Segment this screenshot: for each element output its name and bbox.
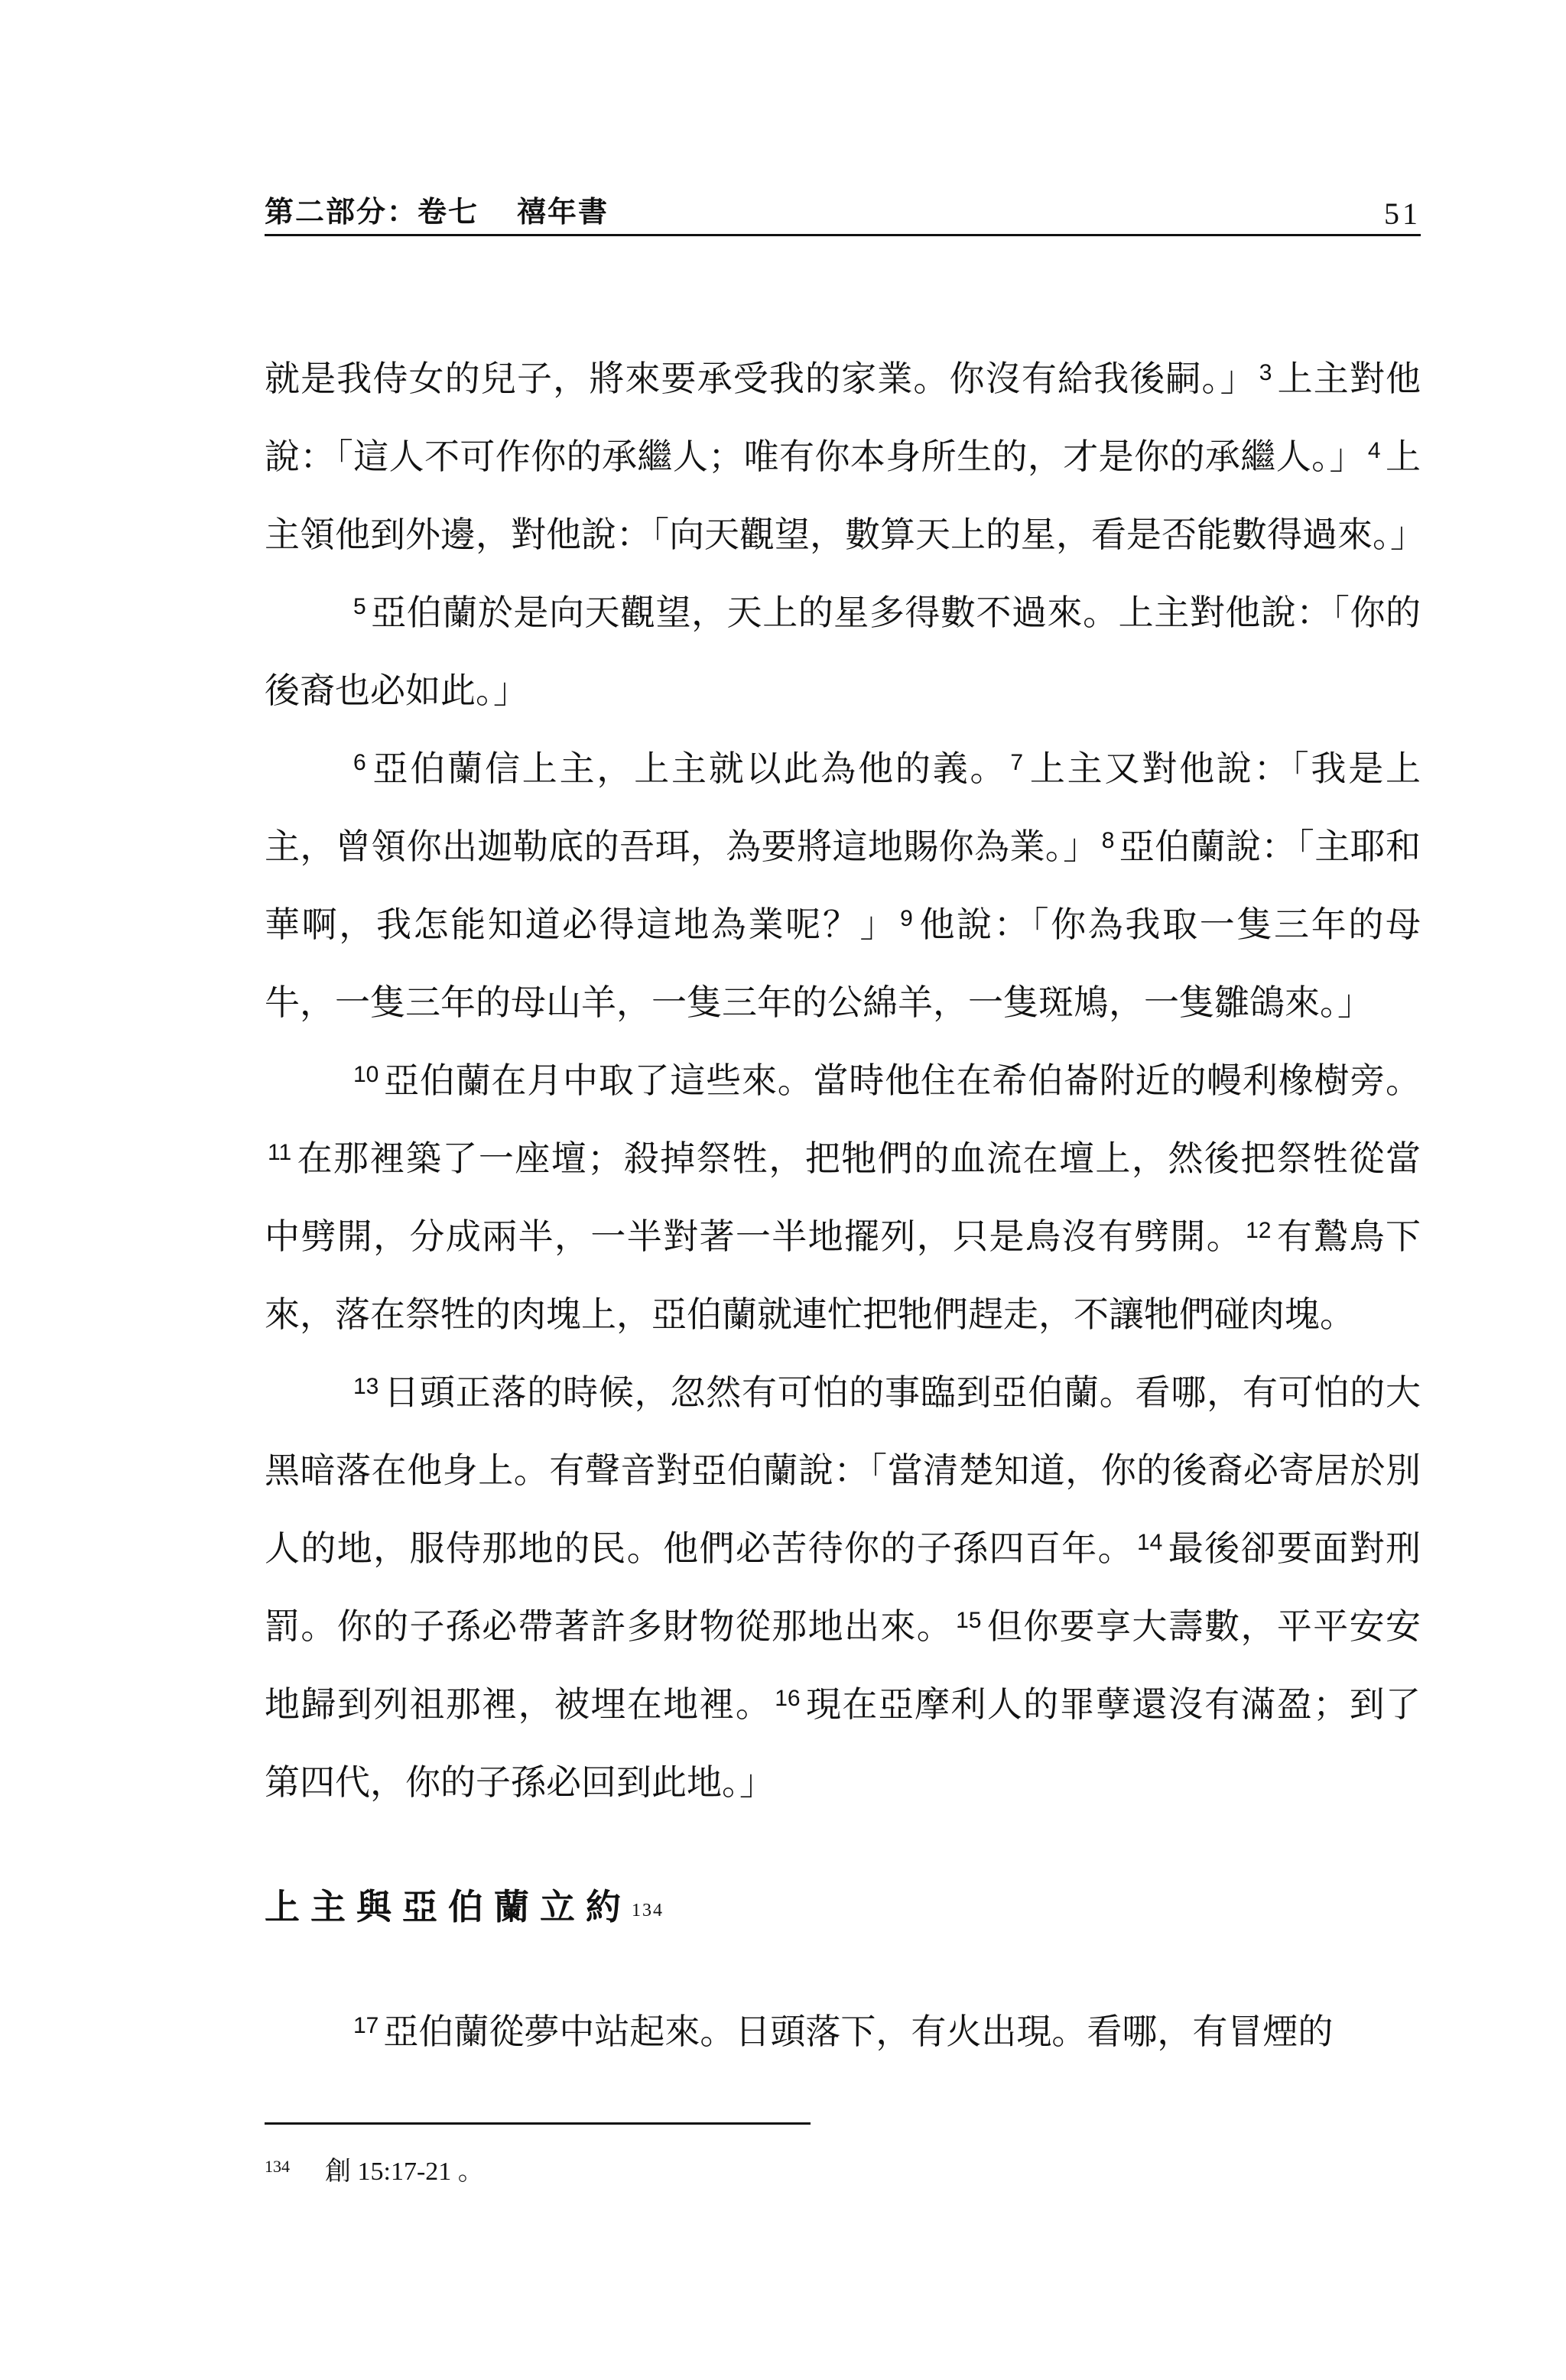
- verse-text: 在那裡築了一座壇；殺掉祭牲，把牠們的血流在壇上，然後把祭牲從當中劈開，分成兩半，一半對著一半地擺列，只是鳥沒有劈開。: [265, 1138, 1421, 1257]
- header-title: [265, 188, 609, 230]
- footnote-text: 創 15:17-21 。: [325, 2158, 484, 2186]
- verse-text: 上主對他說：「這人不可作你的承繼人；唯有你本身所生的，才是你的承繼人。」: [265, 358, 1421, 477]
- verse-text: 現在亞摩利人的罪孽還沒有滿盈；到了第四代，你的子孫必回到此地。」: [265, 1684, 1421, 1803]
- header-book: 禧年書: [517, 195, 609, 229]
- page-number: 51: [1384, 196, 1421, 231]
- verse-text: 亞伯蘭從夢中站起來。日頭落下，有火出現。看哪，有冒煙的: [383, 2011, 1334, 2052]
- verse-number: 11: [268, 1140, 292, 1165]
- verse-text: 就是我侍女的兒子，將來要承受我的家業。你沒有給我後嗣。」: [265, 358, 1256, 399]
- verse-number: 17: [353, 2013, 379, 2038]
- verse-number: 8: [1101, 828, 1115, 853]
- verse-number: 10: [353, 1062, 379, 1087]
- verse-text: 有鷙鳥下來，落在祭牲的肉塊上，亞伯蘭就連忙把牠們趕走，不讓牠們碰肉塊。: [265, 1216, 1421, 1335]
- verse-text: 亞伯蘭說：「主耶和華啊，我怎能知道必得這地為業呢？」: [265, 826, 1421, 945]
- verse-text: 日頭正落的時候，忽然有可怕的事臨到亞伯蘭。看哪，有可怕的大黑暗落在他身上。有聲音對亞伯蘭說：「當清楚知道，你的後裔必寄居於別人的地，服侍那地的民。他們必苦待你的子孫四百年。: [265, 1372, 1421, 1569]
- section-title: 上主與亞伯蘭立約: [265, 1886, 632, 1927]
- verse-text: 亞伯蘭在月中取了這些來。當時他住在希伯崙附近的幔利橡樹旁。: [383, 1060, 1421, 1101]
- verse-number: 16: [775, 1686, 801, 1711]
- verse-number: 7: [1010, 750, 1024, 775]
- verse-number: 4: [1367, 438, 1381, 463]
- verse-text: 亞伯蘭信上主，上主就以此為他的義。: [370, 748, 1008, 789]
- paragraph: [265, 1353, 1421, 1821]
- footnote-rule: [265, 2122, 811, 2125]
- verse-text: 他說：「你為我取一隻三年的母牛，一隻三年的母山羊，一隻三年的公綿羊，一隻斑鳩，一隻雛鴿來。」: [265, 904, 1421, 1023]
- verse-number: 9: [900, 906, 913, 931]
- verse-number: 3: [1259, 360, 1272, 385]
- verse-number: 14: [1137, 1530, 1163, 1555]
- verse-text: 上主領他到外邊，對他說：「向天觀望，數算天上的星，看是否能數得過來。」: [265, 436, 1425, 555]
- footnote-number: 134: [265, 2157, 290, 2176]
- paragraph: [265, 729, 1421, 1041]
- paragraph: [265, 1992, 1421, 2070]
- verse-text: 上主又對他說：「我是上主，曾領你出迦勒底的吾珥，為要將這地賜你為業。」: [265, 748, 1421, 867]
- verse-number: 6: [353, 750, 366, 775]
- verse-number: 5: [353, 594, 366, 619]
- body-text: [265, 339, 1425, 1821]
- verse-number: 12: [1246, 1218, 1272, 1243]
- header-rule: [265, 234, 1421, 236]
- verse-text: 但你要享大壽數，平平安安地歸到列祖那裡，被埋在地裡。: [265, 1606, 1421, 1725]
- section-heading: [265, 1879, 664, 1930]
- section-body: [265, 1992, 1421, 2070]
- footnote-reference: 134: [632, 1901, 664, 1921]
- paragraph: [265, 573, 1421, 729]
- footnote: [265, 2150, 484, 2187]
- paragraph: [265, 1041, 1421, 1353]
- verse-number: 13: [353, 1374, 379, 1399]
- verse-text: 最後卻要面對刑罰。你的子孫必帶著許多財物從那地出來。: [265, 1528, 1421, 1647]
- paragraph: [265, 339, 1425, 573]
- running-header: [265, 188, 1421, 234]
- verse-text: 亞伯蘭於是向天觀望，天上的星多得數不過來。上主對他說：「你的後裔也必如此。」: [265, 592, 1421, 711]
- header-part: 第二部分：卷七: [265, 195, 479, 229]
- verse-number: 15: [956, 1608, 982, 1633]
